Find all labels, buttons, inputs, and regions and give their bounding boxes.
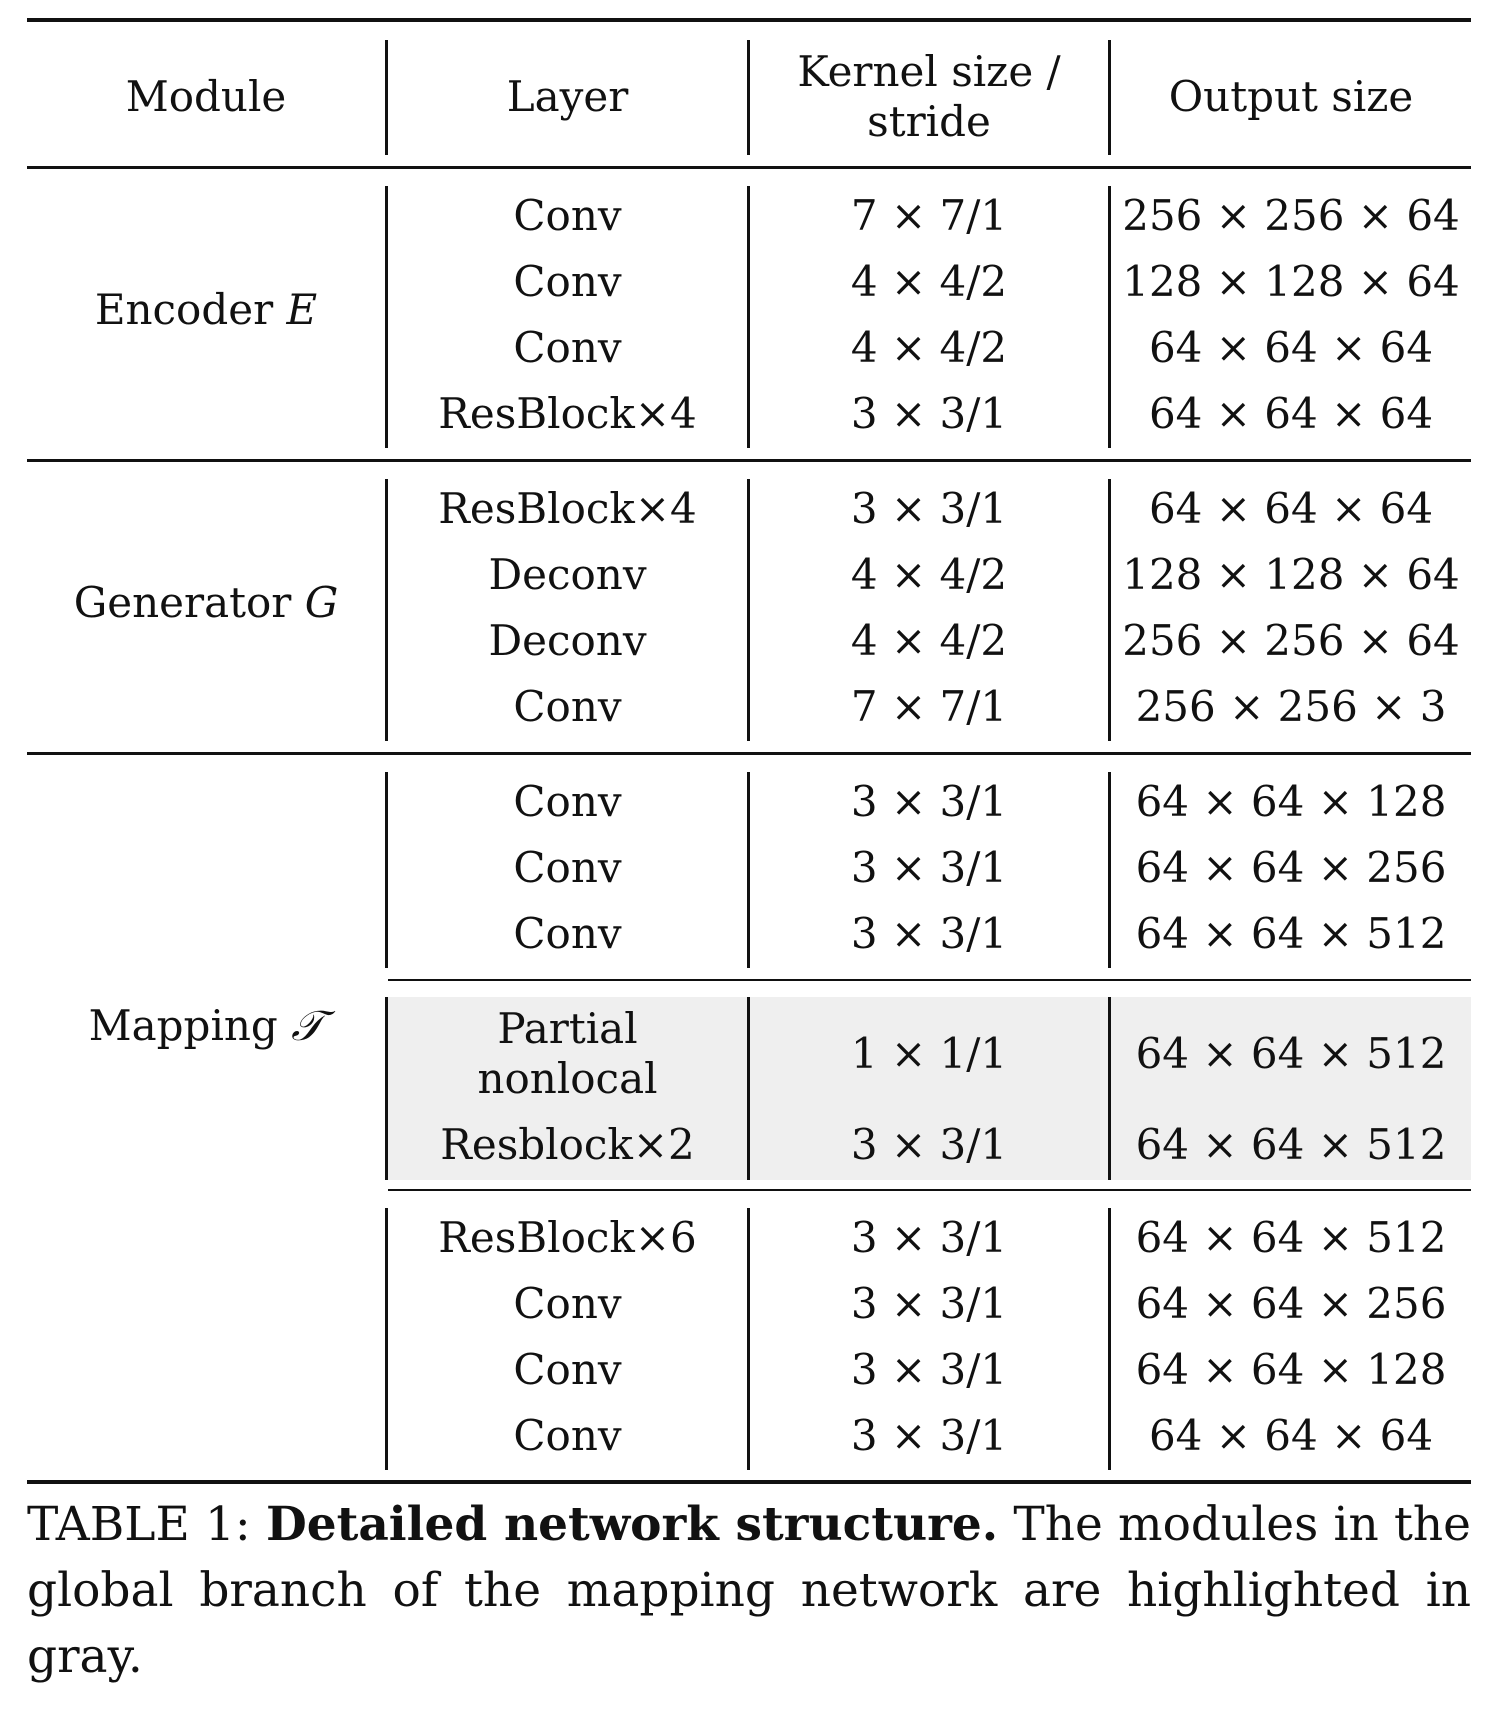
module-mapping <box>27 1001 385 1051</box>
row-5-kernel: 4 × 4/2 <box>850 550 1008 599</box>
row-0-layer: Conv <box>513 191 622 240</box>
row-1-layer: Conv <box>513 257 622 306</box>
caption-text: The modules in the global branch of the mapping network are highlighted in gray. <box>27 1497 1471 1684</box>
mapping-global-top-rule <box>388 979 1471 981</box>
module-encoder <box>27 285 385 335</box>
row-12-output: 64 × 64 × 512 <box>1135 1120 1447 1169</box>
row-6-output: 256 × 256 × 64 <box>1122 616 1460 665</box>
row-12-layer: Resblock×2 <box>440 1120 695 1169</box>
row-7-kernel: 7 × 7/1 <box>850 682 1008 731</box>
header-output <box>1111 62 1471 132</box>
header-layer-text: Layer <box>506 72 629 121</box>
row-5-layer: Deconv <box>488 550 647 599</box>
row-10-kernel: 3 × 3/1 <box>850 909 1008 958</box>
row-4-kernel: 3 × 3/1 <box>850 484 1008 533</box>
module-generator-name: Generator <box>73 578 292 627</box>
module-mapping-symbol: 𝒯 <box>291 1001 324 1050</box>
row-1-output: 128 × 128 × 64 <box>1122 257 1460 306</box>
row-11-output: 64 × 64 × 512 <box>1135 1029 1447 1078</box>
row-1-kernel: 4 × 4/2 <box>850 257 1008 306</box>
row-9-kernel: 3 × 3/1 <box>850 843 1008 892</box>
module-generator <box>27 578 385 628</box>
mapping-global-bottom-rule <box>388 1189 1471 1191</box>
row-14-output: 64 × 64 × 256 <box>1135 1279 1447 1328</box>
header-kernel <box>750 44 1108 150</box>
top-rule <box>27 18 1471 22</box>
row-8-kernel: 3 × 3/1 <box>850 777 1008 826</box>
generator-bottom-rule <box>27 752 1471 755</box>
header-module-text: Module <box>125 72 287 121</box>
table-caption <box>27 1492 1471 1690</box>
row-12-kernel: 3 × 3/1 <box>850 1120 1008 1169</box>
bottom-rule <box>27 1480 1471 1484</box>
header-module <box>27 62 385 132</box>
row-3-output: 64 × 64 × 64 <box>1148 389 1434 438</box>
row-9-layer: Conv <box>513 843 622 892</box>
row-11-layer <box>388 1002 747 1106</box>
row-7-layer: Conv <box>513 682 622 731</box>
row-6-layer: Deconv <box>488 616 647 665</box>
row-0-kernel: 7 × 7/1 <box>850 191 1008 240</box>
header-kernel-line1: Kernel size / <box>797 47 1061 96</box>
row-8-layer: Conv <box>513 777 622 826</box>
row-10-output: 64 × 64 × 512 <box>1135 909 1447 958</box>
header-rule <box>27 166 1471 169</box>
caption-label: TABLE 1: <box>27 1497 251 1552</box>
row-2-kernel: 4 × 4/2 <box>850 323 1008 372</box>
row-7-output: 256 × 256 × 3 <box>1135 682 1447 731</box>
encoder-bottom-rule <box>27 459 1471 462</box>
module-mapping-name: Mapping <box>88 1001 278 1050</box>
header-kernel-line2: stride <box>867 97 991 146</box>
row-3-kernel: 3 × 3/1 <box>850 389 1008 438</box>
row-8-output: 64 × 64 × 128 <box>1135 777 1447 826</box>
row-13-layer: ResBlock×6 <box>438 1213 697 1262</box>
row-5-output: 128 × 128 × 64 <box>1122 550 1460 599</box>
row-4-output: 64 × 64 × 64 <box>1148 484 1434 533</box>
module-encoder-symbol: E <box>286 285 318 334</box>
row-16-layer: Conv <box>513 1411 622 1460</box>
row-3-layer: ResBlock×4 <box>438 389 697 438</box>
row-16-output: 64 × 64 × 64 <box>1148 1411 1434 1460</box>
module-generator-symbol: G <box>304 578 339 627</box>
row-11-layer-line2: nonlocal <box>477 1054 658 1103</box>
row-14-layer: Conv <box>513 1279 622 1328</box>
row-16-kernel: 3 × 3/1 <box>850 1411 1008 1460</box>
caption-bold: Detailed network structure. <box>265 1497 999 1552</box>
row-15-output: 64 × 64 × 128 <box>1135 1345 1447 1394</box>
row-13-kernel: 3 × 3/1 <box>850 1213 1008 1262</box>
row-9-output: 64 × 64 × 256 <box>1135 843 1447 892</box>
row-15-kernel: 3 × 3/1 <box>850 1345 1008 1394</box>
row-4-layer: ResBlock×4 <box>438 484 697 533</box>
header-layer <box>388 62 747 132</box>
row-11-layer-line1: Partial <box>497 1004 638 1053</box>
row-11-kernel: 1 × 1/1 <box>850 1029 1008 1078</box>
row-2-layer: Conv <box>513 323 622 372</box>
row-6-kernel: 4 × 4/2 <box>850 616 1008 665</box>
row-0-output: 256 × 256 × 64 <box>1122 191 1460 240</box>
row-2-output: 64 × 64 × 64 <box>1148 323 1434 372</box>
row-13-output: 64 × 64 × 512 <box>1135 1213 1447 1262</box>
module-encoder-name: Encoder <box>94 285 274 334</box>
row-14-kernel: 3 × 3/1 <box>850 1279 1008 1328</box>
row-15-layer: Conv <box>513 1345 622 1394</box>
header-output-text: Output size <box>1168 72 1414 121</box>
row-10-layer: Conv <box>513 909 622 958</box>
